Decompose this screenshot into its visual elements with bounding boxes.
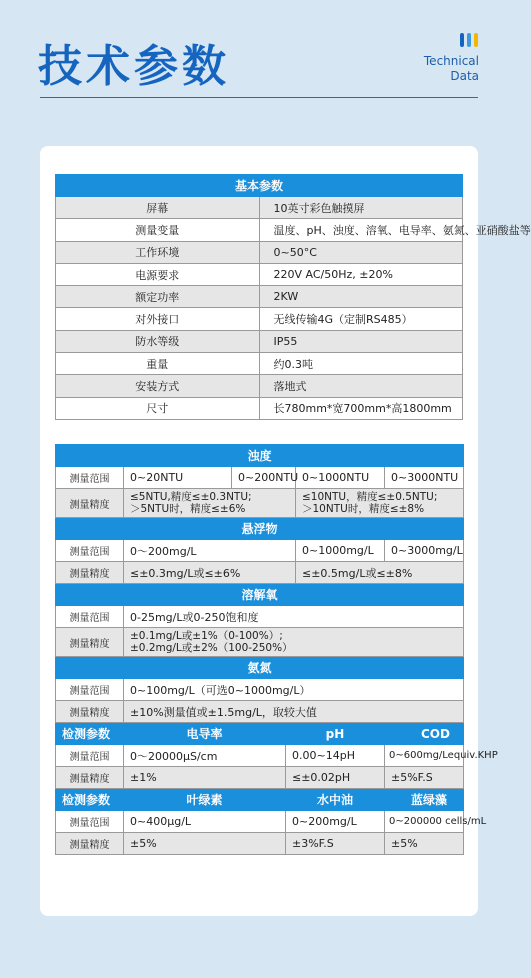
ammonia-precision: ±10%测量值或±1.5mg/L，取较大值 [124, 701, 464, 723]
range-label: 测量范围 [56, 745, 124, 767]
conductivity-heading: 电导率 [124, 723, 286, 745]
bars-logo-icon [460, 33, 482, 49]
basic-label: 测量变量 [56, 219, 260, 241]
basic-label: 安装方式 [56, 375, 260, 397]
range-label: 测量范围 [56, 606, 124, 628]
basic-value: 220V AC/50Hz, ±20% [259, 263, 463, 285]
turbidity-range: 0~1000NTU [296, 467, 385, 489]
basic-value: 无线传输4G（定制RS485） [259, 308, 463, 330]
ammonia-range: 0~100mg/L（可选0~1000mg/L） [124, 679, 464, 701]
chlorophyll-heading: 叶绿素 [124, 789, 286, 811]
measurement-table [55, 444, 498, 855]
basic-label: 电源要求 [56, 263, 260, 285]
precision-label: 测量精度 [56, 701, 124, 723]
subtitle-line-1: Technical [423, 54, 479, 68]
precision-label: 测量精度 [56, 489, 124, 518]
turbidity-precision-a [124, 489, 296, 518]
conductivity-precision: ±1% [124, 767, 286, 789]
chlorophyll-range: 0~400μg/L [124, 811, 286, 833]
turbidity-heading: 浊度 [56, 445, 464, 467]
basic-value: 落地式 [259, 375, 463, 397]
range-label: 测量范围 [56, 540, 124, 562]
turbidity-precision-b2: ＞10NTU时，精度≤±8% [302, 503, 425, 515]
subtitle-line-2: Data [450, 69, 479, 83]
basic-label: 对外接口 [56, 308, 260, 330]
cod-heading: COD [385, 723, 464, 745]
basic-label: 防水等级 [56, 330, 260, 352]
basic-label: 重量 [56, 353, 260, 375]
cod-precision: ±5%F.S [385, 767, 464, 789]
basic-params-heading: 基本参数 [56, 175, 463, 197]
basic-label: 屏幕 [56, 197, 260, 219]
basic-value: 约0.3吨 [259, 353, 463, 375]
suspended-precision-a: ≤±0.3mg/L或≤±6% [124, 562, 296, 584]
turbidity-precision-a1: ≤5NTU,精度≤±0.3NTU; [130, 491, 252, 503]
suspended-heading: 悬浮物 [56, 518, 464, 540]
oil-in-water-precision: ±3%F.S [286, 833, 385, 855]
basic-value: IP55 [259, 330, 463, 352]
cyanobacteria-range: 0~200000 cells/mL [385, 811, 464, 833]
precision-label: 测量精度 [56, 562, 124, 584]
page-header [0, 0, 519, 130]
ph-heading: pH [286, 723, 385, 745]
conductivity-range: 0～20000μS/cm [124, 745, 286, 767]
basic-value: 2KW [259, 286, 463, 308]
turbidity-precision-b1: ≤10NTU，精度≤±0.5NTU; [302, 491, 438, 503]
range-label: 测量范围 [56, 467, 124, 489]
ammonia-heading: 氨氮 [56, 657, 464, 679]
ph-precision: ≤±0.02pH [286, 767, 385, 789]
page-subtitle [424, 54, 479, 84]
turbidity-precision-b [296, 489, 464, 518]
suspended-range: 0~3000mg/L [385, 540, 464, 562]
ph-range: 0.00~14pH [286, 745, 385, 767]
precision-label: 测量精度 [56, 628, 124, 657]
turbidity-precision-a2: ＞5NTU时，精度≤±6% [130, 503, 246, 515]
cod-range: 0~600mg/Lequiv.KHP [385, 745, 464, 767]
oil-in-water-range: 0~200mg/L [286, 811, 385, 833]
cyanobacteria-precision: ±5% [385, 833, 464, 855]
oil-in-water-heading: 水中油 [286, 789, 385, 811]
suspended-range: 0～200mg/L [124, 540, 296, 562]
range-label: 测量范围 [56, 811, 124, 833]
basic-params-table [55, 174, 531, 420]
do-range: 0-25mg/L或0-250饱和度 [124, 606, 464, 628]
page-title: 技术参数 [38, 41, 230, 92]
turbidity-range: 0~3000NTU [385, 467, 464, 489]
do-precision [124, 628, 464, 657]
range-label: 测量范围 [56, 679, 124, 701]
basic-label: 额定功率 [56, 286, 260, 308]
basic-value: 温度、pH、浊度、溶氧、电导率、氨氮、亚硝酸盐等 [259, 219, 463, 241]
basic-label: 工作环境 [56, 241, 260, 263]
basic-value: 10英寸彩色触摸屏 [259, 197, 463, 219]
turbidity-range: 0~20NTU [124, 467, 232, 489]
chlorophyll-precision: ±5% [124, 833, 286, 855]
do-precision-1: ±0.1mg/L或±1%（0-100%）; [130, 630, 283, 642]
suspended-precision-b: ≤±0.5mg/L或≤±8% [296, 562, 464, 584]
title-underline [40, 97, 478, 98]
basic-value: 0~50°C [259, 241, 463, 263]
precision-label: 测量精度 [56, 833, 124, 855]
detect-param-label: 检测参数 [56, 723, 124, 745]
turbidity-range: 0~200NTU [232, 467, 296, 489]
detect-param-label: 检测参数 [56, 789, 124, 811]
basic-label: 尺寸 [56, 397, 260, 419]
suspended-range: 0~1000mg/L [296, 540, 385, 562]
basic-value: 长780mm*宽700mm*高1800mm [259, 397, 463, 419]
precision-label: 测量精度 [56, 767, 124, 789]
do-precision-2: ±0.2mg/L或±2%（100-250%） [130, 642, 293, 654]
do-heading: 溶解氧 [56, 584, 464, 606]
cyanobacteria-heading: 蓝绿藻 [385, 789, 464, 811]
